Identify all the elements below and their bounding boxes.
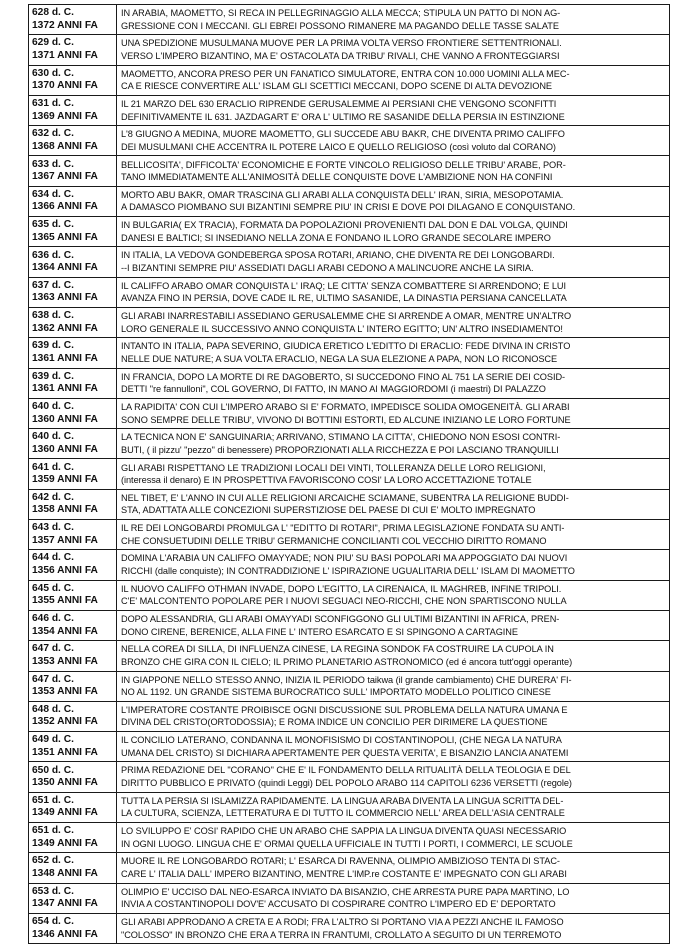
years-ago-label: 1352 ANNI FA: [32, 716, 98, 728]
date-cell: [29, 671, 117, 701]
date-cell: [29, 35, 117, 65]
year-label: 629 d. C.: [32, 37, 74, 49]
event-text-line-2: --I BIZANTINI SEMPRE PIU' ASSEDIATI DAGLI ARABI CEDONO A MALINCUORE ANCHE LA SIRIA.: [121, 263, 534, 274]
years-ago-label: 1363 ANNI FA: [32, 292, 98, 304]
date-cell: [29, 762, 117, 792]
timeline-row: [29, 641, 670, 671]
event-text-line-1: IL CALIFFO ARABO OMAR CONQUISTA L' IRAQ; LE CITTA' SENZA COMBATTERE SI ARRENDONO; E LUI: [121, 280, 566, 291]
event-cell: [117, 550, 670, 580]
event-text-line-2: DANESI E BALTICI; SI INSEDIANO NELLA ZONA E FONDANO IL LORO GRANDE SECOLARE IMPERO: [121, 232, 551, 243]
year-label: 651 d. C.: [32, 825, 74, 837]
year-label: 639 d. C.: [32, 370, 74, 382]
event-text-line-1: MAOMETTO, ANCORA PRESO PER UN FANATICO SIMULATORE, ENTRA CON 10.000 UOMINI ALLA MEC-: [121, 68, 570, 79]
year-label: 634 d. C.: [32, 188, 74, 200]
event-text-line-2: DONO CIRENE, BERENICE, ALLA FINE L' INTERO ESARCATO E SI SPINGONO A CARTAGINE: [121, 626, 518, 637]
date-cell: [29, 489, 117, 519]
event-cell: [117, 489, 670, 519]
event-cell: [117, 610, 670, 640]
event-cell: [117, 580, 670, 610]
years-ago-label: 1371 ANNI FA: [32, 49, 98, 61]
event-text-line-2: STA, ADATTATA ALLE CONCEZIONI SUPERSTIZIOSE DEL PAESE DI CUI E' MOLTO IMPREGNATO: [121, 505, 536, 516]
event-text-line-2: NO AL 1192. UN GRANDE SISTEMA BUROCRATICO SULL' IMPORTATO MODELLO POLITICO CINESE: [121, 687, 551, 698]
timeline-row: [29, 610, 670, 640]
event-cell: [117, 459, 670, 489]
event-text-line-2: AVANZA FINO IN PERSIA, DOVE CADE IL RE, ULTIMO SASANIDE, LA DINASTIA PERSIANA CANCELLATA: [121, 293, 567, 304]
date-cell: [29, 610, 117, 640]
event-cell: [117, 35, 670, 65]
event-text-line-1: IL CONCILIO LATERANO, CONDANNA IL MONOFISISMO DI COSTANTINOPOLI, (CHE NEGA LA NATURA: [121, 735, 562, 746]
timeline-row: [29, 156, 670, 186]
date-cell: [29, 307, 117, 337]
event-text-line-1: PRIMA REDAZIONE DEL "CORANO" CHE E' IL FONDAMENTO DELLA RITUALITÀ DELLA TEOLOGIA E DEL: [121, 765, 571, 776]
event-text-line-2: "COLOSSO" IN BRONZO CHE ERA A TERRA IN FRANTUMI, CROLLATO A SEGUITO DI UN TERREMOTO: [121, 929, 562, 940]
years-ago-label: 1364 ANNI FA: [32, 262, 98, 274]
event-cell: [117, 671, 670, 701]
year-label: 650 d. C.: [32, 764, 74, 776]
event-text-line-1: IN GIAPPONE NELLO STESSO ANNO, INIZIA IL PERIODO taikwa (il grande cambiamento) CHE DURERA' FI-: [121, 674, 572, 685]
date-cell: [29, 853, 117, 883]
years-ago-label: 1358 ANNI FA: [32, 504, 98, 516]
years-ago-label: 1347 ANNI FA: [32, 898, 98, 910]
timeline-row: [29, 853, 670, 883]
event-text-line-1: IN BULGARIA( EX TRACIA), FORMATA DA POPOLAZIONI PROVENIENTI DAL DON E DAL VOLGA, QUINDI: [121, 220, 568, 231]
timeline-row: [29, 95, 670, 125]
timeline-row: [29, 792, 670, 822]
timeline-row: [29, 429, 670, 459]
years-ago-label: 1349 ANNI FA: [32, 807, 98, 819]
event-cell: [117, 65, 670, 95]
years-ago-label: 1370 ANNI FA: [32, 80, 98, 92]
event-text-line-1: OLIMPIO E' UCCISO DAL NEO-ESARCA INVIATO DA BISANZIO, CHE ARRESTA PURE PAPA MARTINO, LO: [121, 886, 570, 897]
years-ago-label: 1353 ANNI FA: [32, 655, 98, 667]
event-text-line-1: GLI ARABI RISPETTANO LE TRADIZIONI LOCALI DEI VINTI, TOLLERANZA DELLE LORO RELIGIONI,: [121, 462, 546, 473]
timeline-row: [29, 913, 670, 943]
years-ago-label: 1349 ANNI FA: [32, 837, 98, 849]
date-cell: [29, 95, 117, 125]
event-cell: [117, 5, 670, 35]
event-cell: [117, 398, 670, 428]
date-cell: [29, 732, 117, 762]
date-cell: [29, 883, 117, 913]
event-text-line-1: UNA SPEDIZIONE MUSULMANA MUOVE PER LA PRIMA VOLTA VERSO FRONTIERE SETTENTRIONALI.: [121, 38, 562, 49]
event-text-line-2: DETTI "re fannulloni", COL GOVERNO, DI FATTO, IN MANO AI MAGGIORDOMI (i maestri) DI PALAZZO: [121, 384, 546, 395]
year-label: 652 d. C.: [32, 855, 74, 867]
timeline-row: [29, 520, 670, 550]
year-label: 640 d. C.: [32, 431, 74, 443]
year-label: 630 d. C.: [32, 67, 74, 79]
years-ago-label: 1353 ANNI FA: [32, 686, 98, 698]
timeline-row: [29, 368, 670, 398]
event-cell: [117, 520, 670, 550]
event-text-line-1: NEL TIBET, E' L'ANNO IN CUI ALLE RELIGIONI ARCAICHE SCIAMANE, SUBENTRA LA RELIGIONE BUDDI-: [121, 492, 569, 503]
years-ago-label: 1368 ANNI FA: [32, 140, 98, 152]
event-text-line-2: UMANA DEL CRISTO) SI DICHIARA APERTAMENTE PER QUESTA VERITA', E BISANZIO LANCIA ANATEMI: [121, 747, 569, 758]
years-ago-label: 1348 ANNI FA: [32, 867, 98, 879]
years-ago-label: 1361 ANNI FA: [32, 383, 98, 395]
event-text-line-2: A DAMASCO PIOMBANO SUI BIZANTINI SEMPRE PIU' IN CRISI E DOVE POI DILAGANO E CONQUISTANO.: [121, 202, 576, 213]
event-cell: [117, 732, 670, 762]
event-text-line-2: NELLE DUE NATURE; A SUA VOLTA ERACLIO, NEGA LA SUA ELEZIONE A PAPA, NON LO RICONOSCE: [121, 353, 558, 364]
years-ago-label: 1346 ANNI FA: [32, 928, 98, 940]
date-cell: [29, 823, 117, 853]
timeline-row: [29, 459, 670, 489]
year-label: 641 d. C.: [32, 461, 74, 473]
year-label: 640 d. C.: [32, 401, 74, 412]
timeline-rows: [29, 5, 670, 944]
event-text-line-2: TANO IMMEDIATAMENTE ALL'ANIMOSITÀ DELLE CONQUISTE DOVE L'AMBIZIONE NON HA CONFINI: [121, 172, 553, 183]
event-text-line-2: CARE L' ITALIA DALL' IMPERO BIZANTINO, MENTRE L'IMP.re COSTANTE E' IMPEGNATO CON GLI ARABI: [121, 868, 567, 879]
timeline-row: [29, 35, 670, 65]
event-text-line-1: INTANTO IN ITALIA, PAPA SEVERINO, GIUDICA ERETICO L'EDITTO DI ERACLIO: FEDE DIVINA IN CRISTO: [121, 341, 571, 352]
date-cell: [29, 792, 117, 822]
year-label: 644 d. C.: [32, 552, 74, 564]
year-label: 645 d. C.: [32, 582, 74, 594]
date-cell: [29, 277, 117, 307]
years-ago-label: 1366 ANNI FA: [32, 201, 98, 213]
year-label: 635 d. C.: [32, 219, 74, 231]
event-text-line-1: BELLICOSITA', DIFFICOLTA' ECONOMICHE E FORTE VINCOLO RELIGIOSO DELLE TRIBU' ARABE, POR-: [121, 159, 566, 170]
timeline-row: [29, 398, 670, 428]
event-cell: [117, 823, 670, 853]
date-cell: [29, 156, 117, 186]
event-text-line-1: LA RAPIDITA' CON CUI L'IMPERO ARABO SI E' FORMATO, IMPEDISCE SOLIDA OMOGENEITÀ. GLI ARABI: [121, 401, 570, 412]
date-cell: [29, 550, 117, 580]
year-label: 647 d. C.: [32, 673, 74, 685]
event-text-line-1: LO SVILUPPO E' COSI' RAPIDO CHE UN ARABO CHE SAPPIA LA LINGUA DIVENTA QUASI NECESSARIO: [121, 826, 567, 837]
date-cell: [29, 429, 117, 459]
years-ago-label: 1362 ANNI FA: [32, 322, 98, 334]
timeline-row: [29, 186, 670, 216]
year-label: 643 d. C.: [32, 522, 74, 534]
timeline-row: [29, 5, 670, 35]
date-cell: [29, 186, 117, 216]
years-ago-label: 1355 ANNI FA: [32, 595, 98, 607]
date-cell: [29, 65, 117, 95]
timeline-row: [29, 126, 670, 156]
date-cell: [29, 641, 117, 671]
event-text-line-2: INVIA A COSTANTINOPOLI DOV'E' ACCUSATO DI COSPIRARE CONTRO L'IMPERO ED E' DEPORTATO: [121, 899, 556, 910]
event-cell: [117, 701, 670, 731]
date-cell: [29, 5, 117, 35]
timeline-table: [28, 4, 670, 944]
year-label: 653 d. C.: [32, 885, 74, 897]
timeline-row: [29, 307, 670, 337]
event-text-line-2: CHE CONSUETUDINI DELLE TRIBU' GERMANICHE CONCILIANTI COL VECCHIO DIRITTO ROMANO: [121, 535, 547, 546]
timeline-row: [29, 580, 670, 610]
event-cell: [117, 186, 670, 216]
event-cell: [117, 247, 670, 277]
years-ago-label: 1351 ANNI FA: [32, 746, 98, 758]
years-ago-label: 1360 ANNI FA: [32, 443, 98, 455]
timeline-row: [29, 277, 670, 307]
event-text-line-1: MUORE IL RE LONGOBARDO ROTARI; L' ESARCA DI RAVENNA, OLIMPIO AMBIZIOSO TENTA DI STAC-: [121, 856, 560, 867]
event-text-line-2: GRESSIONE CON I MECCANI. GLI EBREI POSSONO RIMANERE MA PAGANDO DELLE TASSE SALATE: [121, 20, 559, 31]
event-text-line-2: C'E' MALCONTENTO POPOLARE PER I NUOVI SEGUACI NEO-RICCHI, CHE NON SPARTISCONO NULLA: [121, 596, 567, 607]
event-text-line-2: RICCHI (dalle conquiste); IN CONTRADDIZIONE L' ISPIRAZIONE UGUALITARIA DELL' ISLAM DI MAOMETTO: [121, 565, 575, 576]
years-ago-label: 1354 ANNI FA: [32, 625, 98, 637]
event-cell: [117, 307, 670, 337]
year-label: 638 d. C.: [32, 310, 74, 322]
event-text-line-1: LA TECNICA NON E' SANGUINARIA; ARRIVANO, STIMANO LA CITTA', CHIEDONO NON ESOSI CONTRI-: [121, 432, 561, 443]
event-cell: [117, 792, 670, 822]
year-label: 642 d. C.: [32, 491, 74, 503]
event-cell: [117, 883, 670, 913]
timeline-row: [29, 701, 670, 731]
date-cell: [29, 459, 117, 489]
years-ago-label: 1357 ANNI FA: [32, 534, 98, 546]
event-text-line-1: IL 21 MARZO DEL 630 ERACLIO RIPRENDE GERUSALEMME AI PERSIANI CHE VENGONO SCONFITTI: [121, 98, 557, 109]
date-cell: [29, 580, 117, 610]
event-text-line-2: LORO GENERALE IL SUCCESSIVO ANNO CONQUISTA L' INTERO EGITTO; UN' ALTRO INSEDIAMENTO!: [121, 323, 563, 334]
years-ago-label: 1369 ANNI FA: [32, 110, 98, 122]
event-text-line-2: DIRITTO PUBBLICO E PRIVATO (quindi Leggi) DEL POPOLO ARABO 114 CAPITOLI 6236 VERSETTI (regole): [121, 778, 572, 789]
timeline-row: [29, 823, 670, 853]
year-label: 646 d. C.: [32, 613, 74, 625]
year-label: 654 d. C.: [32, 916, 74, 928]
years-ago-label: 1360 ANNI FA: [32, 413, 98, 425]
event-text-line-1: IL RE DEI LONGOBARDI PROMULGA L' "EDITTO DI ROTARI", PRIMA LEGISLAZIONE FONDATA SU ANTI-: [121, 523, 565, 534]
date-cell: [29, 247, 117, 277]
timeline-row: [29, 762, 670, 792]
year-label: 633 d. C.: [32, 158, 74, 170]
event-text-line-2: VERSO L'IMPERO BIZANTINO, MA E' OSTACOLATA DA TRIBU' RIVALI, CHE VANNO A FRONTEGGIARSI: [121, 50, 560, 61]
year-label: 632 d. C.: [32, 128, 74, 140]
years-ago-label: 1372 ANNI FA: [32, 19, 98, 31]
event-text-line-1: IN FRANCIA, DOPO LA MORTE DI RE DAGOBERTO, SI SUCCEDONO FINO AL 751 LA SERIE DEI COSID-: [121, 371, 566, 382]
date-cell: [29, 338, 117, 368]
event-text-line-2: DEFINITIVAMENTE IL 631. JAZDAGART E' ORA L' ULTIMO RE SASANIDE DELLA PERSIA IN ESTINZIONE: [121, 111, 565, 122]
timeline-page: [28, 4, 670, 944]
year-label: 639 d. C.: [32, 340, 74, 352]
event-text-line-1: MORTO ABU BAKR, OMAR TRASCINA GLI ARABI ALLA CONQUISTA DELL' IRAN, SIRIA, MESOPOTAMIA.: [121, 189, 564, 200]
event-text-line-2: LA CULTURA, SCIENZA, LETTERATURA E DI TUTTO IL COMMERCIO NELL' AREA DELL'ASIA CENTRALE: [121, 808, 565, 819]
date-cell: [29, 701, 117, 731]
event-text-line-2: CA E RIESCE CONVERTIRE ALL' ISLAM GLI SCETTICI MECCANI, DOPO SCENE DI ALTA DEVOZIONE: [121, 81, 552, 92]
event-cell: [117, 217, 670, 247]
event-text-line-2: DEI MUSULMANI CHE ACCENTRA IL POTERE LAICO E QUELLO RELIGIOSO (così voluto dal CORANO): [121, 141, 556, 152]
years-ago-label: 1350 ANNI FA: [32, 777, 98, 789]
years-ago-label: 1359 ANNI FA: [32, 474, 98, 486]
event-cell: [117, 429, 670, 459]
event-cell: [117, 156, 670, 186]
year-label: 651 d. C.: [32, 794, 74, 806]
date-cell: [29, 126, 117, 156]
event-text-line-1: IN ARABIA, MAOMETTO, SI RECA IN PELLEGRINAGGIO ALLA MECCA; STIPULA UN PATTO DI NON AG-: [121, 8, 561, 19]
event-cell: [117, 368, 670, 398]
years-ago-label: 1361 ANNI FA: [32, 352, 98, 364]
event-text-line-2: SONO SEMPRE DELLE TRIBU', VIVONO DI BOTTINI ESTORTI, ED ALCUNE INIZIANO LE LORO FORTUNE: [121, 414, 571, 425]
event-text-line-2: BUTI, ( il pizzu' "pezzo" di benessere) PROPORZIONATI ALLA RICCHEZZA E POI LASCIANO TRANQUILLI: [121, 444, 559, 455]
event-text-line-1: L'8 GIUGNO A MEDINA, MUORE MAOMETTO, GLI SUCCEDE ABU BAKR, CHE DIVENTA PRIMO CALIFFO: [121, 129, 565, 140]
event-text-line-1: IL NUOVO CALIFFO OTHMAN INVADE, DOPO L'EGITTO, LA CIRENAICA, IL MAGHREB, INFINE TRIPOLI.: [121, 583, 562, 594]
event-text-line-2: BRONZO CHE GIRA CON IL CIELO; IL PRIMO PLANETARIO ASTRONOMICO (ed é ancora tutt'oggi operante): [121, 656, 573, 667]
date-cell: [29, 217, 117, 247]
event-text-line-1: TUTTA LA PERSIA SI ISLAMIZZA RAPIDAMENTE. LA LINGUA ARABA DIVENTA LA LINGUA SCRITTA DEL-: [121, 795, 564, 806]
event-text-line-2: (interessa il denaro) E IN PROSPETTIVA FAVORISCONO COSI' LA LORO ACCETTAZIONE TOTALE: [121, 475, 532, 486]
event-cell: [117, 641, 670, 671]
event-text-line-1: DOPO ALESSANDRIA, GLI ARABI OMAYYADI SCONFIGGONO GLI ULTIMI BIZANTINI IN AFRICA, PREN-: [121, 613, 560, 624]
timeline-row: [29, 671, 670, 701]
year-label: 631 d. C.: [32, 98, 74, 110]
event-cell: [117, 338, 670, 368]
event-cell: [117, 277, 670, 307]
years-ago-label: 1367 ANNI FA: [32, 171, 98, 183]
year-label: 637 d. C.: [32, 279, 74, 291]
year-label: 649 d. C.: [32, 734, 74, 746]
timeline-row: [29, 550, 670, 580]
date-cell: [29, 398, 117, 428]
event-text-line-2: DIVINA DEL CRISTO(ORTODOSSIA); E ROMA INDICE UN CONCILIO PER DIRIMERE LA QUESTIONE: [121, 717, 548, 728]
timeline-row: [29, 489, 670, 519]
event-text-line-1: GLI ARABI INARRESTABILI ASSEDIANO GERUSALEMME CHE SI ARRENDE A OMAR, MENTRE UN'ALTRO: [121, 311, 572, 322]
event-text-line-1: DOMINA L'ARABIA UN CALIFFO OMAYYADE; NON PIU' SU BASI POPOLARI MA APPOGGIATO DAI NUOVI: [121, 553, 568, 564]
event-text-line-1: L'IMPERATORE COSTANTE PROIBISCE OGNI DISCUSSIONE SUL PROBLEMA DELLA NATURA UMANA E: [121, 704, 568, 715]
timeline-row: [29, 732, 670, 762]
date-cell: [29, 913, 117, 943]
event-text-line-1: GLI ARABI APPRODANO A CRETA E A RODI; FRA L'ALTRO SI PORTANO VIA A PEZZI ANCHE IL FAMOSO: [121, 916, 564, 927]
timeline-row: [29, 65, 670, 95]
event-cell: [117, 913, 670, 943]
years-ago-label: 1356 ANNI FA: [32, 564, 98, 576]
timeline-row: [29, 247, 670, 277]
event-text-line-1: NELLA COREA DI SILLA, DI INFLUENZA CINESE, LA REGINA SONDOK FA COSTRUIRE LA CUPOLA IN: [121, 644, 554, 655]
event-text-line-2: IN OGNI LUOGO. LINGUA CHE E' ORMAI QUELLA UFFICIALE IN TUTTI I PORTI, I COMMERCI, LE SCUOLE: [121, 838, 573, 849]
year-label: 647 d. C.: [32, 643, 74, 655]
years-ago-label: 1365 ANNI FA: [32, 231, 98, 243]
timeline-row: [29, 338, 670, 368]
event-cell: [117, 762, 670, 792]
date-cell: [29, 520, 117, 550]
event-cell: [117, 126, 670, 156]
event-text-line-1: IN ITALIA, LA VEDOVA GONDEBERGA SPOSA ROTARI, ARIANO, CHE DIVENTA RE DEI LONGOBARDI.: [121, 250, 555, 261]
year-label: 628 d. C.: [32, 7, 74, 19]
year-label: 648 d. C.: [32, 703, 74, 715]
timeline-row: [29, 217, 670, 247]
event-cell: [117, 853, 670, 883]
event-cell: [117, 95, 670, 125]
timeline-row: [29, 883, 670, 913]
year-label: 636 d. C.: [32, 249, 74, 261]
date-cell: [29, 368, 117, 398]
